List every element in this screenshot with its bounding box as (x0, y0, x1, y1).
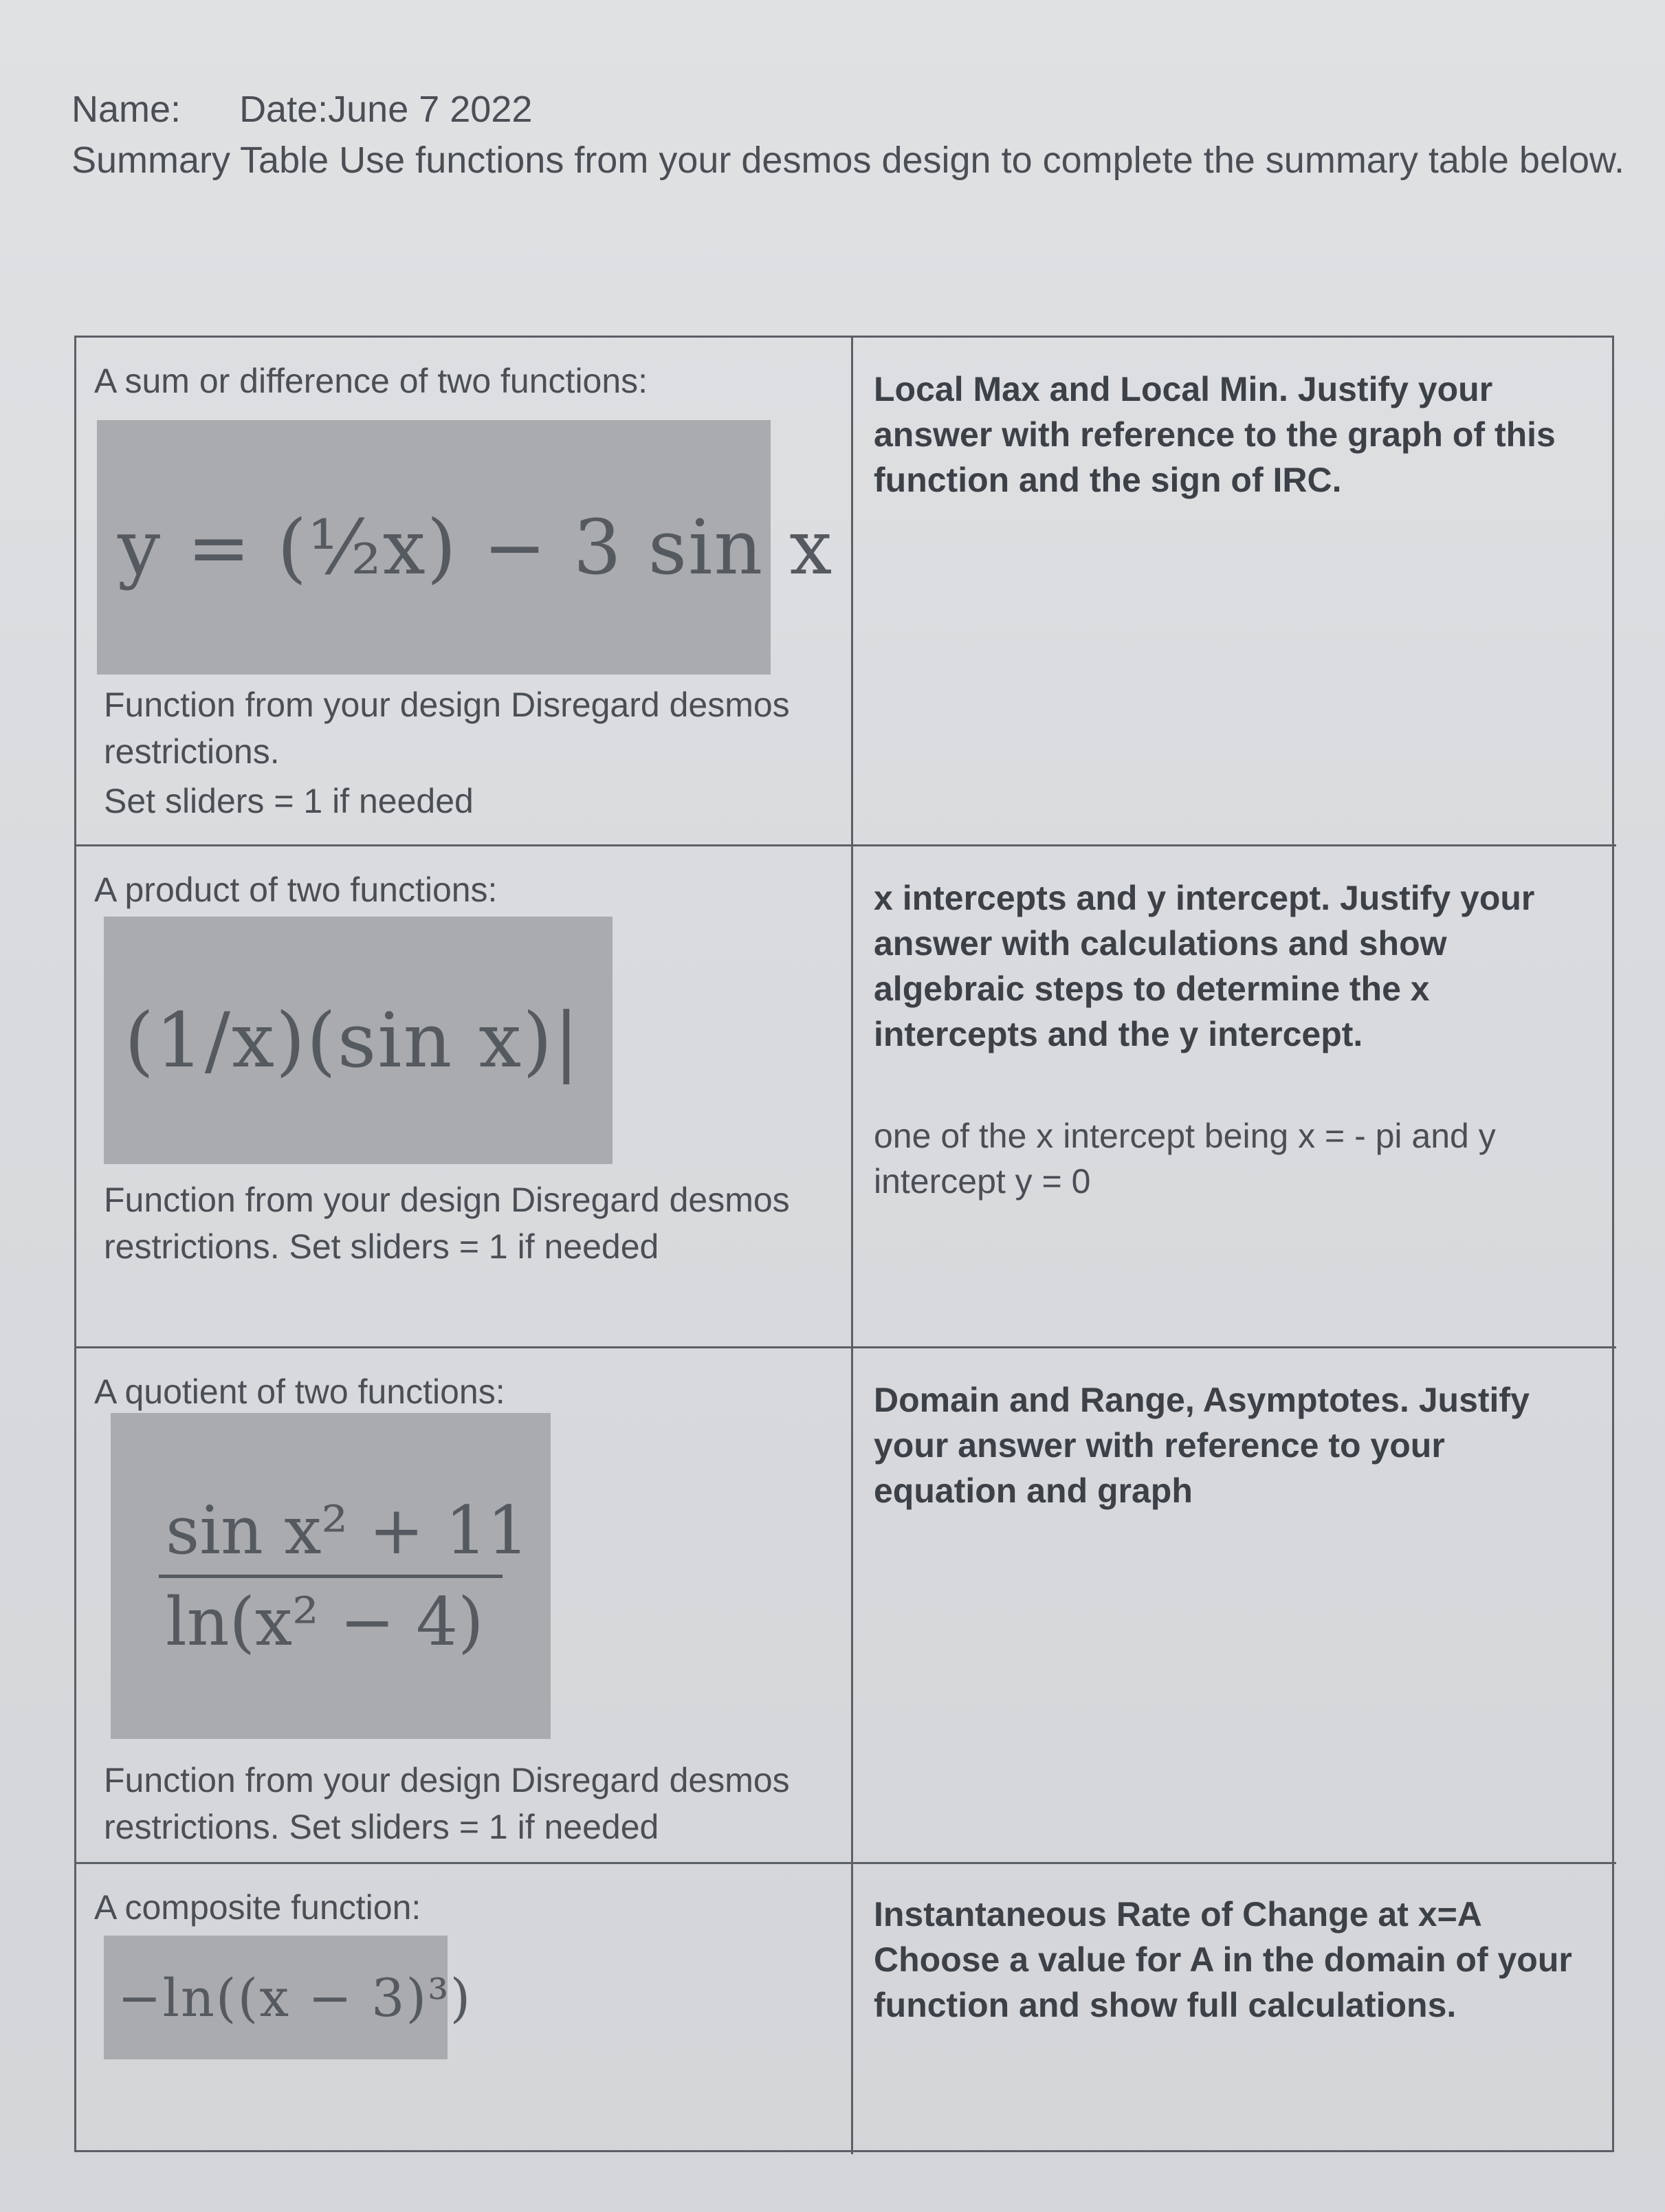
cell-heading: A product of two functions: (94, 870, 498, 909)
table-cell-local-max-min[interactable] (853, 338, 1616, 846)
prompt-text: Local Max and Local Min. Justify your answer with reference to the graph of this function and the sign of IRC. (874, 370, 1556, 499)
table-cell-composite-function[interactable] (76, 1864, 853, 2154)
table-cell-domain-range[interactable] (853, 1348, 1616, 1864)
formula-image (104, 917, 613, 1164)
formula-text: (1/x)(sin x)| (124, 996, 581, 1084)
name-label[interactable]: Name: (71, 89, 181, 130)
table-cell-intercepts[interactable] (853, 846, 1616, 1348)
date-label[interactable]: Date:June 7 2022 (239, 89, 533, 130)
formula-text: −ln((x − 3)³) (118, 1967, 472, 2028)
formula-image (97, 420, 834, 675)
cell-heading: A composite function: (94, 1888, 421, 1927)
name-date-line (71, 88, 532, 131)
formula-numerator: sin x² + 11 (166, 1491, 529, 1569)
table-cell-instantaneous-rate[interactable] (853, 1864, 1616, 2154)
prompt-text: Instantaneous Rate of Change at x=A Choose a value for A in the domain of your function and show full calculations. (874, 1895, 1572, 2024)
formula-image (104, 1936, 472, 2059)
cell-note: Function from your design Disregard desmos restrictions. (104, 686, 790, 771)
formula-image (111, 1413, 551, 1739)
cell-heading: A sum or difference of two functions: (94, 362, 648, 400)
cell-heading: A quotient of two functions: (94, 1372, 505, 1411)
summary-table (74, 336, 1614, 2152)
answer-text[interactable]: one of the x intercept being x = - pi and y intercept y = 0 (874, 1117, 1496, 1201)
cell-note: Function from your design Disregard desmos restrictions. Set sliders = 1 if needed (104, 1181, 790, 1266)
table-cell-product-function[interactable] (76, 846, 853, 1348)
prompt-text: x intercepts and y intercept. Justify your answer with calculations and show algebraic steps to determine the x intercepts and the y intercept. (874, 879, 1535, 1053)
formula-text: y = (½x) − 3 sin x (118, 503, 834, 591)
prompt-text: Domain and Range, Asymptotes. Justify your answer with reference to your equation and graph (874, 1381, 1530, 1510)
cell-note: Function from your design Disregard desmos restrictions. Set sliders = 1 if needed (104, 1761, 790, 1846)
fraction-bar (159, 1575, 503, 1578)
formula-denominator: ln(x² − 4) (166, 1583, 484, 1661)
cell-note-sliders: Set sliders = 1 if needed (104, 782, 474, 820)
table-cell-sum-function[interactable] (76, 338, 853, 846)
table-cell-quotient-function[interactable] (76, 1348, 853, 1864)
instructions-text: Summary Table Use functions from your desmos design to complete the summary table below. (71, 140, 1625, 181)
